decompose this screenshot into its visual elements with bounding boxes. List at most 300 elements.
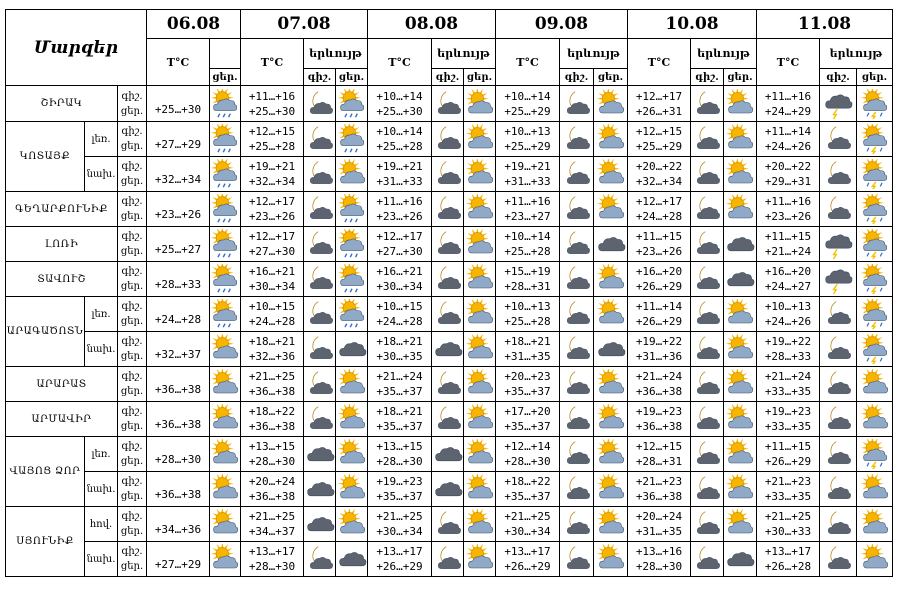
day-temp: +25…+29	[504, 104, 551, 118]
moon-cloud-icon	[691, 404, 723, 434]
night-temp: +21…+25	[248, 370, 296, 383]
night-weather-cell	[432, 192, 464, 227]
moon-cloud-icon	[820, 194, 856, 224]
blank-header	[210, 39, 241, 69]
night-temp: +18…+21	[248, 335, 296, 348]
weather-cell	[210, 507, 241, 542]
day-temp: +35…+37	[376, 385, 423, 398]
night-weather-cell	[560, 507, 594, 542]
night-temp: +10…+13	[764, 300, 812, 313]
night-temp: +12…+17	[248, 230, 296, 243]
day-weather-cell	[857, 262, 893, 297]
period-labels	[118, 472, 147, 507]
table-row	[6, 472, 893, 507]
night-weather-cell	[560, 157, 594, 192]
sun-rain-icon	[210, 229, 240, 259]
night-weather-cell	[691, 507, 724, 542]
day-label: ցեր.	[120, 211, 144, 222]
night-temp: +16…+20	[635, 265, 683, 278]
day-temp: +28…+30	[635, 560, 683, 573]
moon-cloud-icon	[432, 299, 463, 329]
night-weather-cell	[304, 472, 336, 507]
table-row	[6, 297, 893, 332]
day-weather-cell	[594, 157, 628, 192]
night-weather-cell	[304, 542, 336, 577]
temp-range	[757, 262, 820, 297]
night-temp: +11…+16	[376, 195, 423, 208]
day-weather-cell	[724, 472, 757, 507]
moon-cloud-icon	[820, 404, 856, 434]
cloud-icon	[594, 334, 627, 364]
day-weather-cell	[724, 157, 757, 192]
sun-cloud-icon	[464, 334, 495, 364]
night-temp: +10…+15	[248, 300, 296, 313]
sun-cloud-icon	[464, 439, 495, 469]
day-temp: +33…+35	[764, 385, 812, 398]
night-weather-cell	[432, 402, 464, 437]
night-temp: +21…+25	[764, 510, 812, 523]
date-header: 07.08	[241, 10, 368, 39]
period-labels	[118, 227, 147, 262]
temp-range	[241, 86, 304, 122]
region-name: ՇԻՐԱԿ	[6, 86, 118, 122]
regions-header: Մարզեր	[6, 10, 147, 86]
day-temp: +31…+36	[635, 350, 683, 363]
day-weather-cell	[464, 297, 496, 332]
table-row	[6, 507, 893, 542]
night-temp: +11…+15	[764, 230, 812, 243]
sun-cloud-icon	[857, 544, 892, 574]
night-temp: +10…+14	[376, 89, 423, 103]
night-temp: +13…+17	[764, 545, 812, 558]
day-temp: +30…+34	[248, 280, 296, 293]
day-weather-cell	[464, 157, 496, 192]
day-weather-cell	[724, 507, 757, 542]
moon-cloud-icon	[304, 229, 335, 259]
moon-cloud-icon	[560, 299, 593, 329]
night-label: գիշ.	[121, 126, 143, 137]
day-temp: +26…+29	[764, 455, 812, 468]
temp-range	[496, 507, 560, 542]
day-temp: +28…+31	[635, 455, 683, 468]
sun-storm-icon	[857, 89, 892, 119]
night-temp: +20…+24	[635, 510, 683, 523]
moon-cloud-icon	[691, 544, 723, 574]
night-weather-cell	[691, 402, 724, 437]
night-weather-cell	[560, 297, 594, 332]
moon-cloud-icon	[691, 89, 723, 119]
day-weather-cell	[336, 402, 368, 437]
table-row	[6, 227, 893, 262]
night-weather-cell	[820, 86, 857, 122]
temp-range	[628, 262, 691, 297]
night-temp: +13…+16	[635, 545, 683, 558]
night-temp: +10…+13	[504, 125, 551, 138]
night-weather-cell	[691, 262, 724, 297]
region-name: ԼՈՌԻ	[6, 227, 118, 262]
day-temp: +32…+34	[248, 175, 296, 188]
day-label: ցեր.	[120, 491, 144, 502]
weather-header: երևույթ	[304, 39, 368, 69]
night-label: գիշ.	[121, 546, 143, 557]
region-subzone: լեռ.	[85, 437, 118, 472]
sun-cloud-icon	[724, 159, 756, 189]
day-temp: +32…+36	[248, 350, 296, 363]
night-temp: +12…+15	[635, 440, 683, 453]
day-weather-cell	[857, 192, 893, 227]
night-weather-cell	[432, 157, 464, 192]
weather-cell	[210, 122, 241, 157]
table-row	[6, 332, 893, 367]
night-weather-cell	[560, 122, 594, 157]
sun-cloud-icon	[857, 474, 892, 504]
day-temp: +25…+28	[504, 315, 551, 328]
moon-cloud-icon	[820, 439, 856, 469]
sun-rain-icon	[210, 474, 240, 504]
day-weather-cell	[857, 542, 893, 577]
moon-cloud-icon	[304, 334, 335, 364]
night-temp: +19…+21	[248, 160, 296, 173]
sun-cloud-icon	[594, 474, 627, 504]
weather-cell	[210, 332, 241, 367]
weather-header: երևույթ	[691, 39, 757, 69]
sun-cloud-icon	[336, 369, 367, 399]
weather-cell	[210, 542, 241, 577]
day-weather-cell	[594, 542, 628, 577]
night-temp: +18…+21	[376, 405, 423, 418]
night-weather-cell	[432, 122, 464, 157]
day-temp: +33…+35	[764, 490, 812, 503]
day-temp: +23…+27	[504, 210, 551, 223]
cloud-icon	[724, 264, 756, 294]
temp-range	[496, 227, 560, 262]
day-temp: +36…+38	[248, 420, 296, 433]
night-label: գիշ.	[121, 511, 143, 522]
moon-cloud-icon	[820, 544, 856, 574]
temp-range	[628, 297, 691, 332]
night-temp: +13…+17	[504, 545, 551, 558]
day-temp: +24…+26	[764, 315, 812, 328]
night-label: գիշ.	[121, 476, 143, 487]
temp-range	[368, 367, 432, 402]
temp-range	[368, 157, 432, 192]
day-temp: +30…+34	[504, 525, 551, 538]
night-weather-cell	[304, 367, 336, 402]
sun-rain-icon	[210, 369, 240, 399]
day-weather-cell	[724, 86, 757, 122]
temp-range	[241, 227, 304, 262]
day-label: ցեր.	[120, 281, 144, 292]
temp-header: T°C	[628, 39, 691, 86]
day-weather-cell	[857, 402, 893, 437]
day-label: ցեր.	[120, 386, 144, 397]
region-subzone: նախ.	[85, 472, 118, 507]
night-weather-cell	[560, 227, 594, 262]
day-header: ցեր.	[464, 69, 496, 86]
day-header: ցեր.	[724, 69, 757, 86]
sun-cloud-icon	[594, 544, 627, 574]
day-weather-cell	[594, 227, 628, 262]
table-row	[6, 122, 893, 157]
night-weather-cell	[304, 437, 336, 472]
night-weather-cell	[560, 262, 594, 297]
cloud-icon	[336, 544, 367, 574]
day-weather-cell	[464, 192, 496, 227]
temp-range	[241, 262, 304, 297]
night-weather-cell	[820, 542, 857, 577]
moon-cloud-icon	[691, 124, 723, 154]
day-temp: +28…+33	[147, 262, 210, 297]
day-weather-cell	[857, 332, 893, 367]
moon-cloud-icon	[432, 89, 463, 119]
sun-cloud-icon	[336, 404, 367, 434]
day-weather-cell	[336, 192, 368, 227]
night-temp: +20…+24	[248, 475, 296, 488]
night-temp: +16…+21	[376, 265, 423, 278]
moon-cloud-icon	[560, 369, 593, 399]
moon-cloud-icon	[304, 89, 335, 119]
table-row	[6, 367, 893, 402]
region-subzone: լեռ.	[85, 122, 118, 157]
night-temp: +20…+22	[764, 160, 812, 173]
night-temp: +19…+21	[376, 160, 423, 173]
moon-cloud-icon	[560, 334, 593, 364]
region-name: ԿՈՏԱՅՔ	[6, 122, 85, 192]
moon-cloud-icon	[432, 509, 463, 539]
night-weather-cell	[432, 542, 464, 577]
day-temp: +25…+29	[635, 140, 683, 153]
temp-range	[496, 122, 560, 157]
temp-range	[628, 402, 691, 437]
temp-range	[628, 507, 691, 542]
day-weather-cell	[724, 542, 757, 577]
day-temp: +30…+34	[376, 525, 423, 538]
temp-range	[496, 437, 560, 472]
night-temp: +10…+13	[504, 300, 551, 313]
temp-range	[628, 227, 691, 262]
night-weather-cell	[432, 227, 464, 262]
night-temp: +12…+17	[376, 230, 423, 243]
sun-cloud-icon	[336, 439, 367, 469]
sun-cloud-icon	[464, 124, 495, 154]
region-name: ՎԱՅՈՑ ՁՈՐ	[6, 437, 85, 507]
day-weather-cell	[464, 402, 496, 437]
temp-range	[757, 402, 820, 437]
day-weather-cell	[857, 157, 893, 192]
region-subzone: նախ.	[85, 157, 118, 192]
day-temp: +35…+37	[504, 420, 551, 433]
day-temp: +30…+33	[764, 525, 812, 538]
forecast-table	[5, 9, 893, 577]
moon-cloud-icon	[560, 404, 593, 434]
temp-range	[628, 122, 691, 157]
day-label: ցեր.	[120, 526, 144, 537]
day-weather-cell	[594, 507, 628, 542]
day-weather-cell	[724, 402, 757, 437]
day-label: ցեր.	[120, 141, 144, 152]
night-temp: +11…+16	[764, 195, 812, 208]
sun-cloud-icon	[464, 89, 495, 119]
temp-range	[241, 367, 304, 402]
day-weather-cell	[336, 437, 368, 472]
night-weather-cell	[820, 157, 857, 192]
night-temp: +13…+17	[248, 545, 296, 558]
moon-cloud-icon	[820, 299, 856, 329]
day-temp: +26…+28	[764, 560, 812, 573]
night-weather-cell	[691, 192, 724, 227]
night-header: գիշ.	[560, 69, 594, 86]
day-temp: +30…+34	[376, 280, 423, 293]
day-label: ցեր.	[120, 421, 144, 432]
temp-range	[757, 297, 820, 332]
day-weather-cell	[336, 122, 368, 157]
temp-range	[241, 437, 304, 472]
day-temp: +35…+37	[376, 490, 423, 503]
night-label: գիշ.	[121, 301, 143, 312]
day-temp: +36…+38	[147, 472, 210, 507]
temp-range	[241, 507, 304, 542]
day-label: ցեր.	[120, 456, 144, 467]
moon-cloud-icon	[691, 194, 723, 224]
day-temp: +24…+26	[764, 140, 812, 153]
day-weather-cell	[724, 437, 757, 472]
sun-cloud-icon	[724, 509, 756, 539]
night-weather-cell	[560, 542, 594, 577]
day-temp: +31…+33	[376, 175, 423, 188]
sun-rain-icon	[210, 334, 240, 364]
day-temp: +25…+28	[504, 245, 551, 258]
night-weather-cell	[304, 262, 336, 297]
day-weather-cell	[464, 332, 496, 367]
table-row	[6, 402, 893, 437]
temp-range	[628, 332, 691, 367]
moon-cloud-icon	[432, 544, 463, 574]
temp-range	[368, 472, 432, 507]
night-temp: +10…+15	[376, 300, 423, 313]
region-name: ՏԱՎՈՒՇ	[6, 262, 118, 297]
moon-cloud-icon	[560, 159, 593, 189]
day-temp: +21…+24	[764, 245, 812, 258]
moon-cloud-icon	[432, 124, 463, 154]
sun-cloud-icon	[464, 229, 495, 259]
cloud-icon	[724, 229, 756, 259]
cloud-icon	[336, 334, 367, 364]
temp-range	[628, 472, 691, 507]
night-temp: +12…+15	[635, 125, 683, 138]
temp-range	[496, 332, 560, 367]
night-weather-cell	[691, 332, 724, 367]
night-label: գիշ.	[121, 441, 143, 452]
day-temp: +28…+30	[376, 455, 423, 468]
night-weather-cell	[820, 262, 857, 297]
sun-cloud-icon	[464, 544, 495, 574]
cloud-icon	[594, 229, 627, 259]
sun-cloud-icon	[336, 474, 367, 504]
night-temp: +15…+19	[504, 265, 551, 278]
sun-storm-icon	[857, 299, 892, 329]
night-weather-cell	[820, 507, 857, 542]
sun-rain-icon	[210, 509, 240, 539]
night-weather-cell	[820, 472, 857, 507]
temp-range	[757, 367, 820, 402]
day-weather-cell	[464, 507, 496, 542]
night-weather-cell	[820, 122, 857, 157]
sun-rain-icon	[210, 159, 240, 189]
temp-range	[757, 86, 820, 122]
moon-cloud-icon	[560, 264, 593, 294]
day-temp: +26…+29	[376, 560, 423, 573]
night-weather-cell	[560, 472, 594, 507]
night-label: գիշ.	[121, 196, 143, 207]
day-weather-cell	[594, 86, 628, 122]
temp-range	[368, 542, 432, 577]
temp-range	[757, 542, 820, 577]
day-temp: +24…+27	[764, 280, 812, 293]
day-temp: +35…+37	[504, 490, 551, 503]
night-label: գիշ.	[121, 231, 143, 242]
night-temp: +11…+15	[764, 440, 812, 453]
weather-cell	[210, 437, 241, 472]
night-weather-cell	[432, 297, 464, 332]
night-weather-cell	[304, 192, 336, 227]
night-weather-cell	[304, 332, 336, 367]
moon-cloud-icon	[304, 299, 335, 329]
temp-range	[757, 437, 820, 472]
night-temp: +11…+14	[635, 300, 683, 313]
night-weather-cell	[304, 507, 336, 542]
night-label: գիշ.	[121, 336, 143, 347]
temp-range	[496, 86, 560, 122]
night-temp: +17…+20	[504, 405, 551, 418]
night-temp: +10…+14	[504, 230, 551, 243]
day-temp: +28…+30	[248, 455, 296, 468]
region-name: ԳԵՂԱՐՔՈՒՆԻՔ	[6, 192, 118, 227]
day-weather-cell	[857, 507, 893, 542]
night-weather-cell	[304, 86, 336, 122]
day-label: ցեր.	[120, 316, 144, 327]
temp-range	[757, 227, 820, 262]
moon-cloud-icon	[820, 474, 856, 504]
night-temp: +12…+17	[635, 89, 683, 103]
day-weather-cell	[857, 122, 893, 157]
day-weather-cell	[336, 86, 368, 122]
moon-cloud-icon	[560, 439, 593, 469]
day-temp: +24…+29	[764, 104, 812, 118]
day-weather-cell	[336, 227, 368, 262]
day-weather-cell	[724, 227, 757, 262]
night-temp: +19…+21	[504, 160, 551, 173]
night-weather-cell	[560, 367, 594, 402]
day-temp: +30…+35	[376, 350, 423, 363]
sun-rain-icon	[210, 299, 240, 329]
weather-cell	[210, 157, 241, 192]
night-weather-cell	[560, 402, 594, 437]
day-temp: +23…+26	[764, 210, 812, 223]
night-header: գիշ.	[432, 69, 464, 86]
night-temp: +18…+21	[504, 335, 551, 348]
night-temp: +21…+23	[635, 475, 683, 488]
weather-cell	[210, 192, 241, 227]
day-weather-cell	[857, 86, 893, 122]
period-labels	[118, 542, 147, 577]
day-weather-cell	[464, 262, 496, 297]
sun-cloud-icon	[724, 474, 756, 504]
temp-range	[757, 507, 820, 542]
night-weather-cell	[691, 157, 724, 192]
table-row	[6, 437, 893, 472]
day-weather-cell	[336, 297, 368, 332]
moon-cloud-icon	[304, 159, 335, 189]
